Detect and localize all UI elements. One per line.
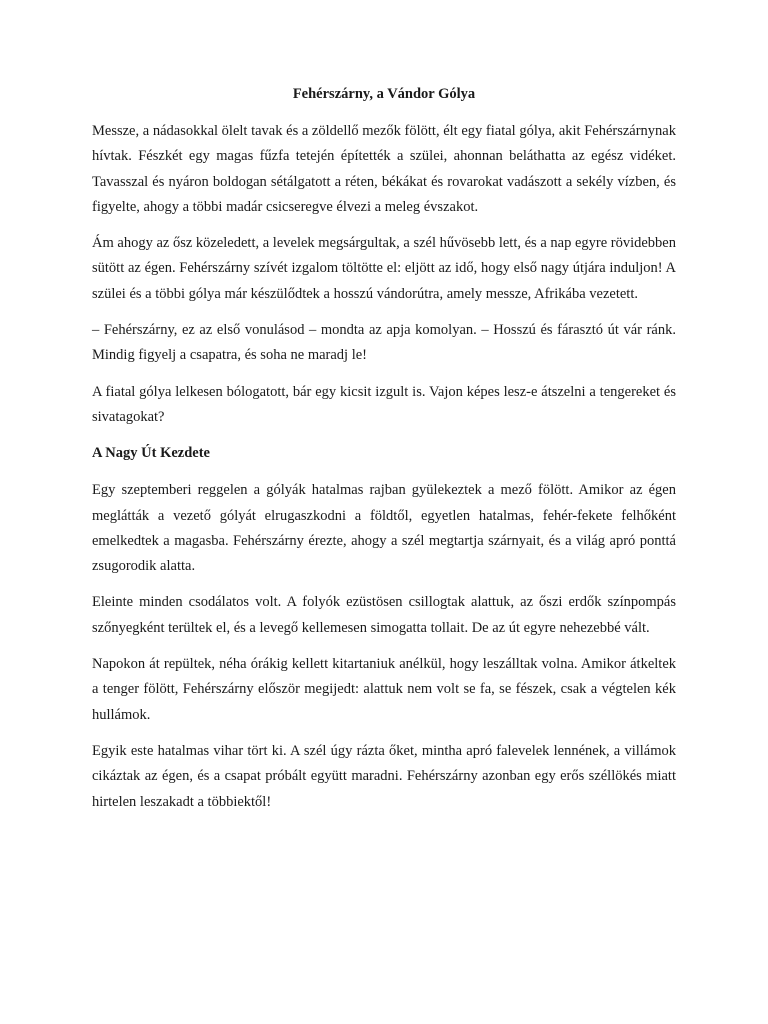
paragraph: Messze, a nádasokkal ölelt tavak és a zöldellő mezők fölött, élt egy fiatal gólya, akit Fehérszárnynak hívtak. Fészkét egy magas fűzfa tetején építették a szülei, ahonnan beláthatta az egész vidéket. Tavasszal és nyáron boldogan sétálgatott a réten, békákat és rovarokat vadászott a sekély vízben, és figyelte, ahogy a többi madár csicseregve élvezi a meleg évszakot. [92,123,676,215]
paragraph: Egy szeptemberi reggelen a gólyák hatalmas rajban gyülekeztek a mező fölött. Amikor az égen meglátták a vezető gólyát elrugaszkodni a földtől, egyetlen hatalmas, fehér-fekete felhőként emelkedtek a magasba. Fehérszárny érezte, ahogy a szél megtartja szárnyait, és a világ apró ponttá zsugorodik alatta. [92,482,676,575]
paragraph: A fiatal gólya lelkesen bólogatott, bár egy kicsit izgult is. Vajon képes lesz-e átszelni a tengereket és sivatagokat? [92,383,676,425]
document-title: Fehérszárny, a Vándor Gólya [292,86,476,102]
paragraph: Napokon át repültek, néha órákig kellett kitartaniuk anélkül, hogy leszálltak volna. Amikor átkeltek a tenger fölött, Fehérszárny először megijedt: alattuk nem volt se fa, se fészek, csak a végtelen kék hullámok. [92,656,676,723]
paragraph: Eleinte minden csodálatos volt. A folyók ezüstösen csillogtak alattuk, az őszi erdők színpompás szőnyegként terültek el, és a levegő kellemesen simogatta tollait. De az út egyre nehezebbé vált. [92,594,676,636]
paragraph: Ám ahogy az ősz közeledett, a levelek megsárgultak, a szél hűvösebb lett, és a nap egyre rövidebben sütött az égen. Fehérszárny szívét izgalom töltötte el: eljött az idő, hogy első nagy útjára induljon! A szülei és a többi gólya már készülődtek a hosszú vándorútra, amely messze, Afrikába vezetett. [92,235,676,302]
section-heading: A Nagy Út Kezdete [92,445,210,462]
paragraph: Egyik este hatalmas vihar tört ki. A szél úgy rázta őket, mintha apró falevelek lennének, a villámok cikáztak az égen, és a csapat próbált együtt maradni. Fehérszárny azonban egy erős széllökés miatt hirtelen leszakadt a többiektől! [92,742,676,810]
paragraph: – Fehérszárny, ez az első vonulásod – mondta az apja komolyan. – Hosszú és fárasztó út vár ránk. Mindig figyelj a csapatra, és soha ne maradj le! [92,322,676,364]
